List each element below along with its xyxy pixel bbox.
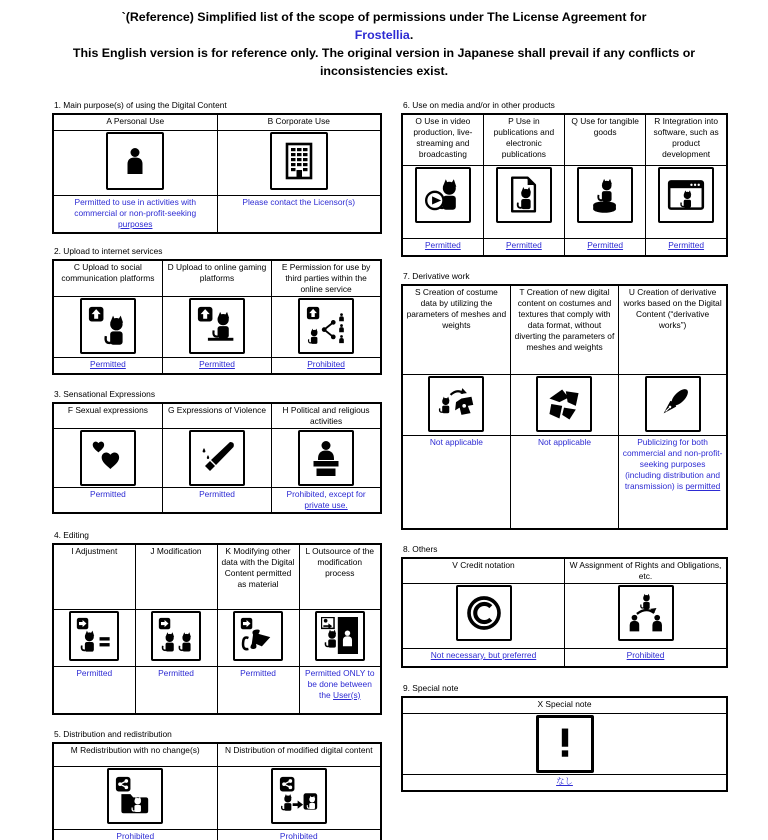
- title-line-1: `(Reference) Simplified list of the scope of permissions under The License Agreement for: [121, 10, 647, 24]
- cell-header: P Use in publications and electronic publications: [483, 114, 564, 166]
- cell-header: J Modification: [135, 544, 217, 610]
- section-label: 4. Editing: [54, 529, 89, 540]
- right-column: [401, 100, 728, 792]
- status-text: Permitted: [162, 488, 271, 513]
- permission-table: [401, 113, 728, 257]
- status-text: Permitted: [217, 666, 299, 714]
- cell-header: B Corporate Use: [217, 114, 381, 131]
- permission-table: [52, 402, 382, 514]
- section-label: 2. Upload to internet services: [54, 246, 163, 256]
- status-link[interactable]: Permitted: [424, 240, 461, 250]
- redistribution-icon: [107, 768, 163, 824]
- status-link[interactable]: Permitted: [587, 240, 624, 250]
- adjustment-icon: [69, 611, 119, 661]
- cell-header: T Creation of new digital content on costumes and textures that comply with data format, without diverting the parameters of meshes and weights: [510, 285, 618, 375]
- status-text: Permitted ONLY to be done between the User(s): [299, 666, 381, 714]
- status-text: Permitted: [135, 666, 217, 714]
- permission-table: [52, 113, 382, 234]
- document-title: [0, 9, 768, 81]
- status-text: Permitted: [53, 488, 162, 513]
- modification-icon: [151, 611, 201, 661]
- section-media-products: [401, 100, 728, 257]
- video-icon: [415, 167, 471, 223]
- permission-table: [401, 557, 728, 668]
- cell-header: G Expressions of Violence: [162, 403, 271, 429]
- status-link[interactable]: Not necessary, but preferred: [430, 649, 537, 660]
- section-label: 6. Use on media and/or in other products: [403, 100, 555, 110]
- cell-header: I Adjustment: [53, 544, 135, 610]
- exclamation-icon: [536, 715, 594, 773]
- status-text: Please contact the Licensor(s): [217, 196, 381, 234]
- cell-header: O Use in video production, live-streaming and broadcasting: [402, 114, 483, 166]
- cell-header: L Outsource of the modification process: [299, 544, 381, 610]
- pen-icon: [645, 376, 701, 432]
- permission-table: [401, 696, 728, 792]
- status-link[interactable]: Prohibited: [116, 830, 155, 840]
- costume-texture-icon: [536, 376, 592, 432]
- title-disclaimer: This English version is for reference only. The original version in Japanese shall prevail if any conflicts or inconsistencies exist.: [72, 45, 696, 78]
- section-special-note: [401, 683, 728, 792]
- status-text: Not applicable: [402, 436, 510, 530]
- cell-header: N Distribution of modified digital content: [217, 743, 381, 767]
- status-link[interactable]: Prohibited: [279, 830, 318, 840]
- assignment-icon: [618, 585, 674, 641]
- status-link[interactable]: User(s): [333, 689, 361, 700]
- status-link[interactable]: なし: [556, 775, 573, 786]
- third-party-use-icon: [298, 298, 354, 354]
- podium-icon: [298, 430, 354, 486]
- status-text: [53, 358, 162, 375]
- section-distribution: [52, 729, 382, 840]
- cell-header: X Special note: [402, 697, 727, 714]
- status-link[interactable]: private use.: [304, 499, 348, 510]
- cell-header: F Sexual expressions: [53, 403, 162, 429]
- cell-header: U Creation of derivative works based on the Digital Content (“derivative works”): [619, 285, 727, 375]
- cell-header: S Creation of costume data by utilizing the parameters of meshes and weights: [402, 285, 510, 375]
- status-link[interactable]: Prohibited: [626, 649, 665, 660]
- modified-distribution-icon: [271, 768, 327, 824]
- section-sensational: [52, 389, 382, 514]
- status-link[interactable]: Permitted: [89, 359, 126, 369]
- violence-icon: [189, 430, 245, 486]
- status-text: Prohibited, except for private use.: [272, 488, 381, 513]
- status-link[interactable]: permitted: [685, 480, 721, 491]
- status-text: [402, 774, 727, 791]
- software-icon: [658, 167, 714, 223]
- hearts-icon: [80, 430, 136, 486]
- permission-table: [401, 284, 728, 530]
- status-text: Not applicable: [510, 436, 618, 530]
- status-link[interactable]: Permitted: [668, 240, 705, 250]
- status-text: [565, 239, 646, 257]
- material-icon: [233, 611, 283, 661]
- status-text: Permitted to use in activities with commercial or non-profit-seeking purposes: [53, 196, 217, 234]
- title-line-2: [0, 27, 768, 45]
- cell-header: V Credit notation: [402, 558, 565, 583]
- cell-header: H Political and religious activities: [272, 403, 381, 429]
- section-main-purpose: [52, 100, 382, 234]
- status-text: [272, 358, 381, 375]
- section-label: 8. Others: [403, 544, 438, 554]
- building-icon: [270, 132, 328, 190]
- status-link[interactable]: Permitted: [505, 240, 542, 250]
- status-text: Permitted: [53, 666, 135, 714]
- section-editing: [52, 530, 382, 715]
- cell-header: E Permission for use by third parties within the online service: [272, 260, 381, 297]
- section-label: 5. Distribution and redistribution: [54, 728, 172, 739]
- cell-header: Q Use for tangible goods: [565, 114, 646, 166]
- left-column: [52, 100, 382, 840]
- person-icon: [106, 132, 164, 190]
- section-upload: [52, 246, 382, 375]
- cell-header: A Personal Use: [53, 114, 217, 131]
- section-label: 7. Derivative work: [403, 271, 470, 281]
- cell-header: R Integration into software, such as product development: [646, 114, 727, 166]
- permission-table: [52, 543, 382, 715]
- status-text: [402, 239, 483, 257]
- section-label: 3. Sensational Expressions: [54, 389, 156, 399]
- upload-gaming-icon: [189, 298, 245, 354]
- status-text: [646, 239, 727, 257]
- publication-icon: [496, 167, 552, 223]
- brand-name: Frostellia: [354, 27, 410, 42]
- status-link[interactable]: Prohibited: [307, 359, 345, 369]
- status-text: [162, 358, 271, 375]
- cell-header: K Modifying other data with the Digital Content permitted as material: [217, 544, 299, 610]
- section-label: 1. Main purpose(s) of using the Digital Content: [54, 100, 227, 110]
- status-text: [565, 648, 728, 667]
- upload-social-icon: [80, 298, 136, 354]
- status-text: [402, 648, 565, 667]
- tangible-goods-icon: [577, 167, 633, 223]
- cell-header: D Upload to online gaming platforms: [162, 260, 271, 297]
- cell-header: W Assignment of Rights and Obligations, etc.: [565, 558, 728, 583]
- status-text: [483, 239, 564, 257]
- section-derivative-work: [401, 271, 728, 530]
- cell-header: M Redistribution with no change(s): [53, 743, 217, 767]
- status-text: [217, 829, 381, 840]
- permission-table: [52, 742, 382, 840]
- status-link[interactable]: purposes: [118, 218, 153, 229]
- costume-data-icon: [428, 376, 484, 432]
- status-link[interactable]: Permitted: [199, 359, 235, 369]
- cell-header: C Upload to social communication platforms: [53, 260, 162, 297]
- status-text: [53, 829, 217, 840]
- section-label: 9. Special note: [403, 682, 459, 693]
- outsource-icon: [315, 611, 365, 661]
- brand-period: .: [409, 27, 414, 42]
- permission-table: [52, 259, 382, 375]
- section-others: [401, 544, 728, 668]
- status-text: Publicizing for both commercial and non-profit-seeking purposes (including distribution and transmission) is permitted: [619, 436, 727, 530]
- copyright-icon: [456, 585, 512, 641]
